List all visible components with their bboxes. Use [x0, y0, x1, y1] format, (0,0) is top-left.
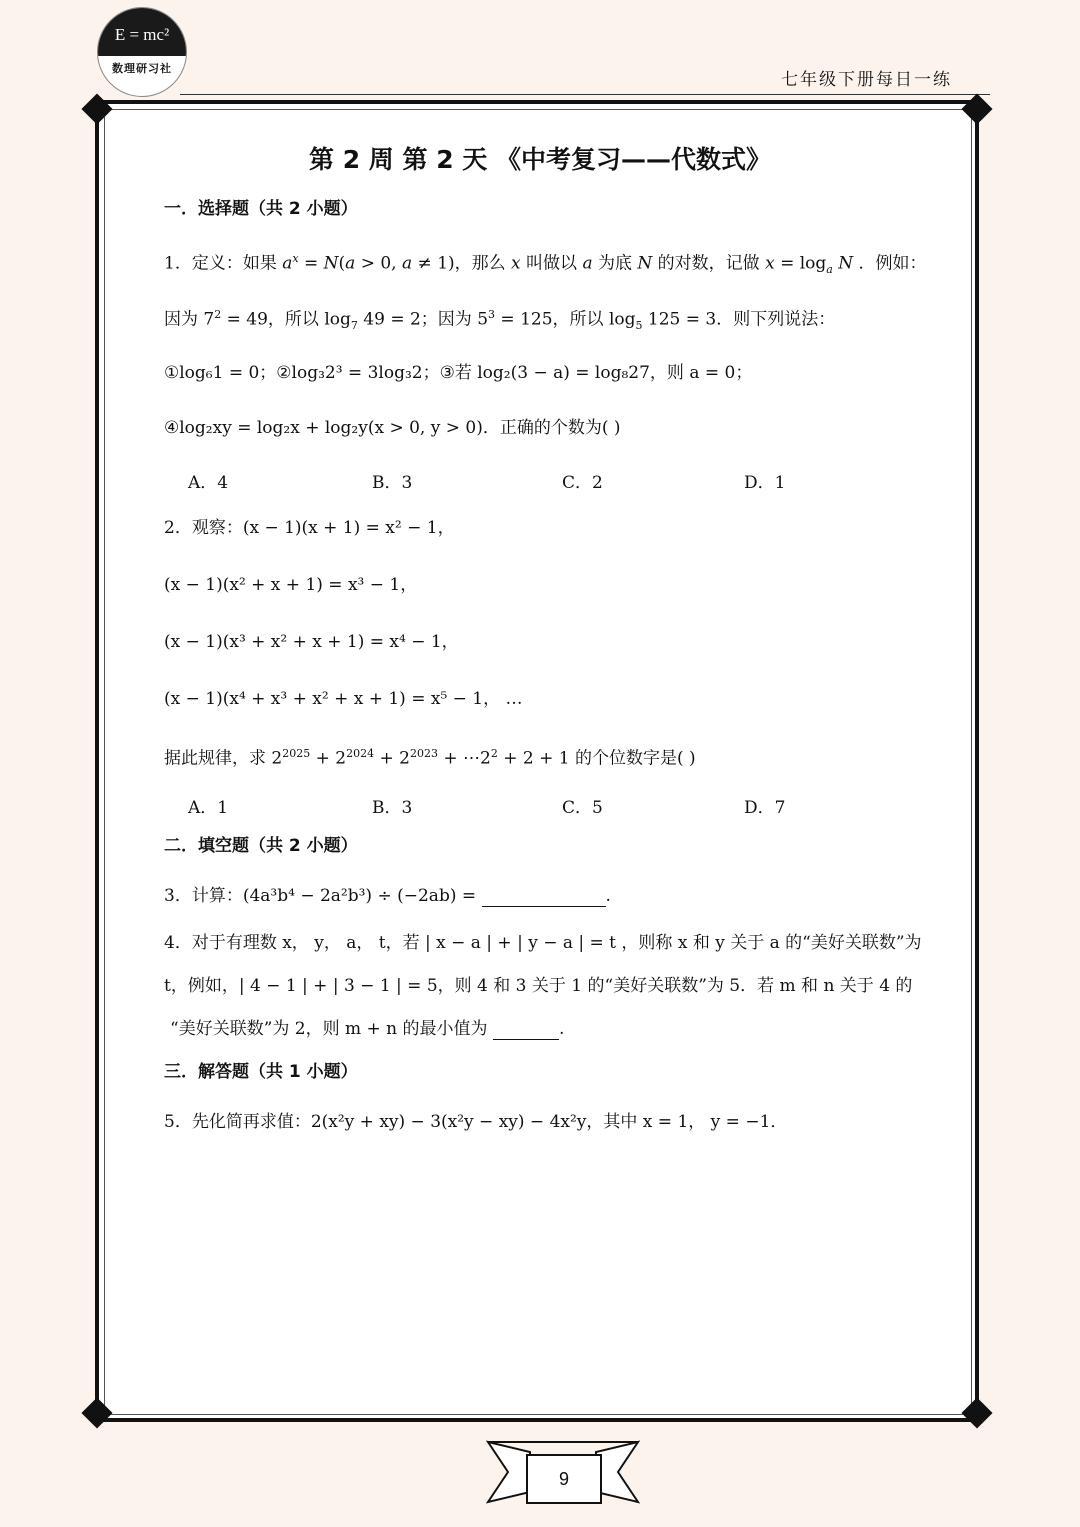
- q2-option-c: C．5: [562, 798, 603, 818]
- q1-line-3: ①log₆1 = 0；②log₃2³ = 3log₃2；③若 log₂(3 − a) = log₈27，则 a = 0；: [164, 363, 753, 383]
- q2-line-3: (x − 1)(x³ + x² + x + 1) = x⁴ − 1，: [164, 632, 459, 652]
- q1-option-c: C．2: [562, 473, 603, 493]
- q1-option-a: A．4: [188, 473, 229, 493]
- q2-option-a: A．1: [188, 798, 229, 818]
- page-title: 第 2 周 第 2 天 《中考复习——代数式》: [308, 145, 771, 174]
- section-heading-fill: 二．填空题（共 2 小题）: [164, 836, 358, 856]
- q3-line: 3．计算：(4a³b⁴ − 2a²b³) ÷ (−2ab) = .: [164, 886, 611, 906]
- q5-line: 5．先化简再求值：2(x²y + xy) − 3(x²y − xy) − 4x²y，其中 x = 1， y = −1．: [164, 1112, 788, 1132]
- grade-label: 七年级下册每日一练: [781, 70, 952, 90]
- q2-option-d: D．7: [744, 798, 786, 818]
- q2-line-5: 据此规律，求 $2^{2025} + 2^{2024} + 2^{2023}$ + $\cdots 2^2 + 2 + 1$ 的个位数字是( ): [164, 747, 696, 769]
- q4-line-1: 4．对于有理数 x， y， a， t，若 | x − a | + | y − a | = t ，则称 x 和 y 关于 a 的“美好关联数”为: [164, 933, 922, 953]
- q4-line-2: t，例如，| 4 − 1 | + | 3 − 1 | = 5，则 4 和 3 关于 1 的“美好关联数”为 5．若 m 和 n 关于 4 的: [164, 976, 913, 996]
- section-heading-choice: 一．选择题（共 2 小题）: [164, 199, 358, 219]
- q1-option-b: B．3: [372, 473, 413, 493]
- logo-name: 数理研习社: [112, 62, 172, 75]
- q1-line-2: 因为 $7^2 = 49$，所以 $\log_7 49 = 2$；因为 $5^3 = 125$，所以 $\log_5 125 = 3$．则下列说法：: [164, 308, 836, 333]
- answer-blank[interactable]: [482, 888, 606, 907]
- answer-blank[interactable]: [493, 1021, 559, 1040]
- q2-line-4: (x − 1)(x⁴ + x³ + x² + x + 1) = x⁵ − 1， …: [164, 689, 523, 709]
- header-rule: [180, 94, 990, 95]
- q4-line-3: “美好关联数”为 2，则 m + n 的最小值为 .: [170, 1019, 565, 1039]
- q2-line-2: (x − 1)(x² + x + 1) = x³ − 1，: [164, 575, 418, 595]
- q1-option-d: D．1: [744, 473, 786, 493]
- section-heading-solve: 三．解答题（共 1 小题）: [164, 1062, 358, 1082]
- q2-option-b: B．3: [372, 798, 413, 818]
- q1-line-4: ④log₂xy = log₂x + log₂y(x > 0, y > 0)．正确的个数为( ): [164, 418, 621, 438]
- logo: [97, 7, 187, 97]
- logo-formula: E = mc²: [98, 8, 186, 56]
- q2-line-1: 2．观察：(x − 1)(x + 1) = x² − 1，: [164, 518, 455, 538]
- q1-line-1: 1．定义：如果 $a^x = N(a > 0$, a ≠ 1)，那么 x 叫做以 a 为底 N 的对数，记做 $x = \log_a N$ ．例如：: [164, 252, 927, 277]
- page-number: 9: [526, 1454, 602, 1504]
